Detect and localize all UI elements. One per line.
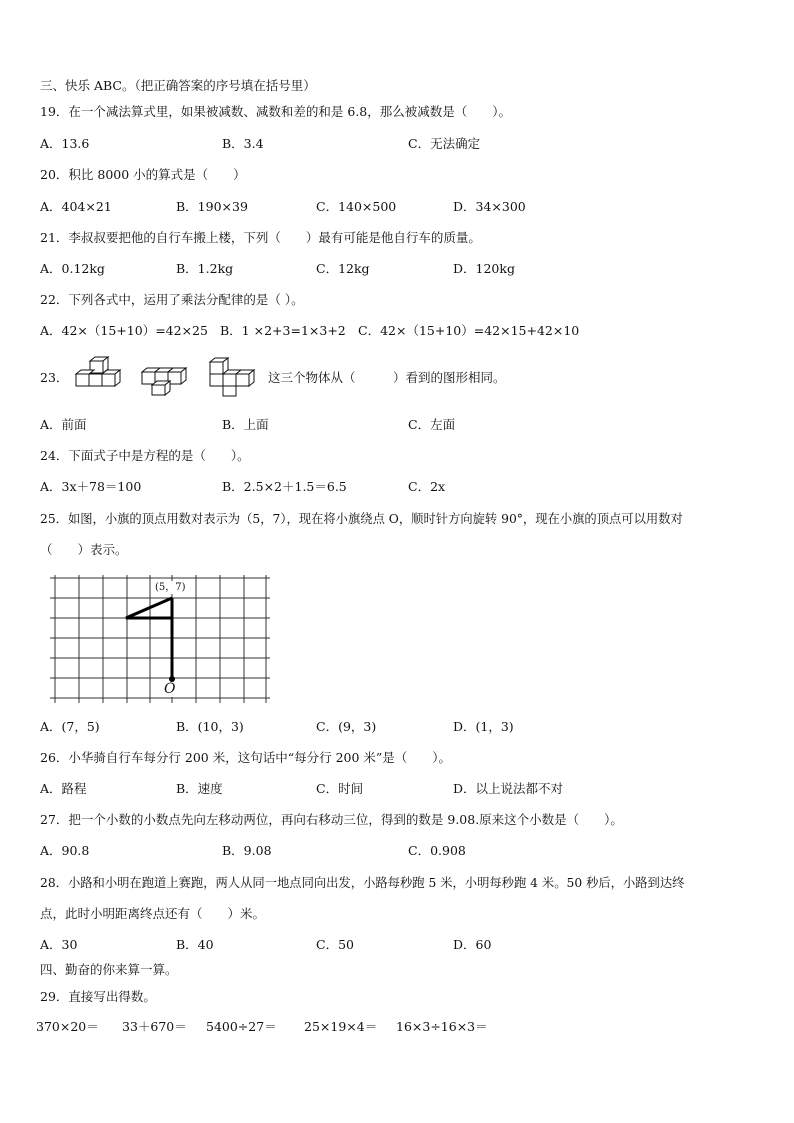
question-26-stem: 26．小华骑自行车每分行 200 米，这句话中“每分行 200 米”是（ ）。 [40, 750, 452, 765]
question-19-stem: 19．在一个减法算式里，如果被减数、减数和差的和是 6.8，那么被减数是（ ）。 [40, 104, 512, 119]
q19-option-c[interactable]: C．无法确定 [408, 136, 481, 151]
question-20-stem: 20．积比 8000 小的算式是（ ） [40, 167, 246, 182]
q25-option-a[interactable]: A．(7，5) [40, 719, 100, 734]
q21-option-b[interactable]: B．1.2kg [176, 261, 234, 276]
q24-option-b[interactable]: B．2.5×2＋1.5＝6.5 [222, 479, 347, 494]
q20-option-c[interactable]: C．140×500 [316, 199, 397, 214]
q22-option-c[interactable]: C．42×（15+10）=42×15+42×10 [358, 323, 580, 338]
q21-option-a[interactable]: A．0.12kg [40, 261, 105, 276]
q28-option-a[interactable]: A．30 [40, 937, 78, 952]
cube-figure-1 [72, 356, 128, 396]
q29-item-3: 5400÷27＝ [206, 1019, 277, 1034]
q29-item-2: 33＋670＝ [122, 1019, 187, 1034]
q20-option-b[interactable]: B．190×39 [176, 199, 248, 214]
question-23-stem: 这三个物体从（ ）看到的图形相同。 [268, 370, 506, 385]
question-27-stem: 27．把一个小数的小数点先向左移动两位，再向右移动三位，得到的数是 9.08.原来这个小数是（ ）。 [40, 812, 623, 827]
question-23-number: 23． [40, 370, 69, 385]
q29-item-4: 25×19×4＝ [304, 1019, 378, 1034]
q24-option-c[interactable]: C．2x [408, 479, 446, 494]
section3-title: 三、快乐 ABC。（把正确答案的序号填在括号里） [40, 78, 316, 93]
cube-figure-2 [138, 356, 196, 396]
question-25-stem: 25．如图，小旗的顶点用数对表示为（5，7），现在将小旗绕点 O，顺时针方向旋转 90°，现在小旗的顶点可以用数对 [40, 512, 683, 526]
q20-option-d[interactable]: D．34×300 [453, 199, 526, 214]
question-28-stem: 28．小路和小明在跑道上赛跑，两人从同一地点同向出发，小路每秒跑 5 米，小明每秒跑 4 米。50 秒后，小路到达终 [40, 876, 685, 890]
q26-option-c[interactable]: C．时间 [316, 781, 364, 796]
question-25-stem-cont: （ ）表示。 [40, 542, 128, 557]
q26-option-d[interactable]: D．以上说法都不对 [453, 781, 564, 796]
q29-item-5: 16×3÷16×3＝ [396, 1019, 488, 1034]
q24-option-a[interactable]: A．3x＋78＝100 [40, 479, 142, 494]
q19-option-b[interactable]: B．3.4 [222, 136, 264, 151]
point-o-label: O [164, 681, 176, 697]
q27-option-c[interactable]: C．0.908 [408, 843, 466, 858]
q25-option-b[interactable]: B．(10，3) [176, 719, 244, 734]
q21-option-c[interactable]: C．12kg [316, 261, 370, 276]
q20-option-a[interactable]: A．404×21 [40, 199, 112, 214]
q26-option-b[interactable]: B．速度 [176, 781, 223, 796]
question-24-stem: 24．下面式子中是方程的是（ ）。 [40, 448, 250, 463]
q25-option-c[interactable]: C．(9，3) [316, 719, 377, 734]
flag-vertex-label: (5，7) [155, 582, 186, 593]
section4-title: 四、勤奋的你来算一算。 [40, 962, 178, 977]
question-21-stem: 21．李叔叔要把他的自行车搬上楼，下列（ ）最有可能是他自行车的质量。 [40, 230, 481, 245]
q19-option-a[interactable]: A．13.6 [40, 136, 90, 151]
q23-option-a[interactable]: A．前面 [40, 417, 87, 432]
cube-figure-3 [206, 356, 264, 398]
question-29-stem: 29．直接写出得数。 [40, 989, 156, 1004]
q23-option-b[interactable]: B．上面 [222, 417, 269, 432]
question-28-stem-cont: 点，此时小明距离终点还有（ ）米。 [40, 906, 266, 921]
q26-option-a[interactable]: A．路程 [40, 781, 87, 796]
q23-option-c[interactable]: C．左面 [408, 417, 456, 432]
q27-option-a[interactable]: A．90.8 [40, 843, 90, 858]
q28-option-c[interactable]: C．50 [316, 937, 354, 952]
q22-option-a[interactable]: A．42×（15+10）=42×25 [40, 323, 208, 338]
question-22-stem: 22．下列各式中，运用了乘法分配律的是（ ）。 [40, 292, 304, 307]
q21-option-d[interactable]: D．120kg [453, 261, 515, 276]
q28-option-b[interactable]: B．40 [176, 937, 214, 952]
q27-option-b[interactable]: B．9.08 [222, 843, 272, 858]
q28-option-d[interactable]: D．60 [453, 937, 492, 952]
q25-option-d[interactable]: D．(1，3) [453, 719, 514, 734]
q22-option-b[interactable]: B．1 ×2+3=1×3+2 [220, 323, 346, 338]
q29-item-1: 370×20＝ [36, 1019, 99, 1034]
